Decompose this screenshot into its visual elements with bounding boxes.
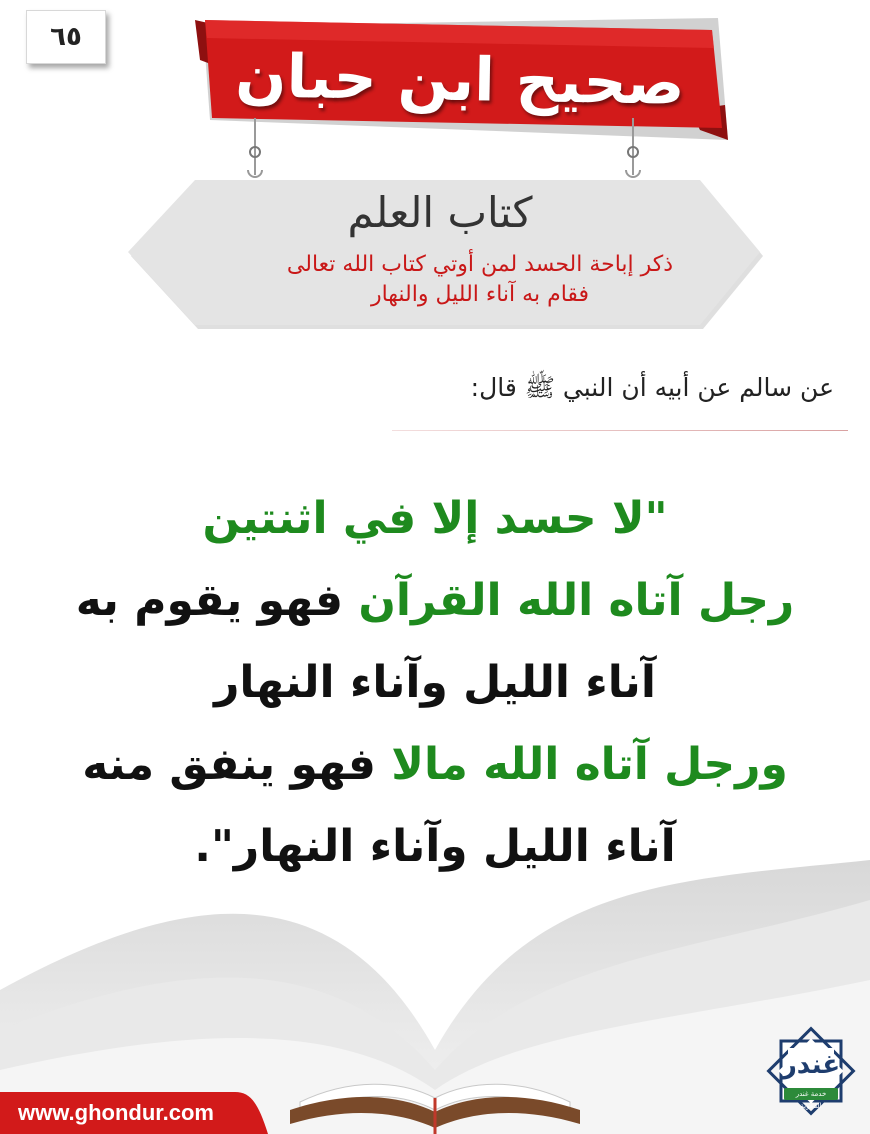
hadith-text (40, 478, 830, 888)
divider (392, 430, 848, 431)
narrator-line: عن سالم عن أبيه أن النبي ﷺ قال: (470, 373, 834, 402)
hadith-line-5: آناء الليل وآناء النهار". (194, 821, 676, 872)
logo-subtitle: خدمة غندر الدعوية (784, 1088, 838, 1100)
hadith-line-1-green: "لا حسد إلا في اثنتين (202, 493, 668, 544)
book-title: كتاب العلم (347, 188, 533, 237)
hadith-line-4 (40, 724, 830, 806)
hadith-line-2-green: رجل آتاه الله القرآن (358, 575, 795, 626)
hadith-line-3: آناء الليل وآناء النهار (214, 657, 656, 708)
banner-title: صحيح ابن حبان (234, 41, 686, 119)
chapter-line-1: ذكر إباحة الحسد لمن أوتي كتاب الله تعالى (286, 252, 674, 277)
hadith-line-2-black: فهو يقوم به (75, 575, 344, 626)
page-number: ٦٥ (26, 10, 106, 64)
hadith-line-4-black: فهو ينفق منه (82, 739, 376, 790)
chapter-line-2: فقام به آناء الليل والنهار (370, 282, 590, 307)
logo-name: غندر (781, 1050, 841, 1080)
ghondur-logo (762, 1022, 860, 1120)
book-decoration (0, 840, 870, 1134)
hadith-line-1 (40, 478, 830, 560)
hadith-line-4-green: ورجل آتاه الله مالا (391, 739, 788, 790)
website-link[interactable]: www.ghondur.com (18, 1100, 214, 1125)
hadith-line-2 (40, 560, 830, 642)
chapter-title (250, 250, 710, 310)
